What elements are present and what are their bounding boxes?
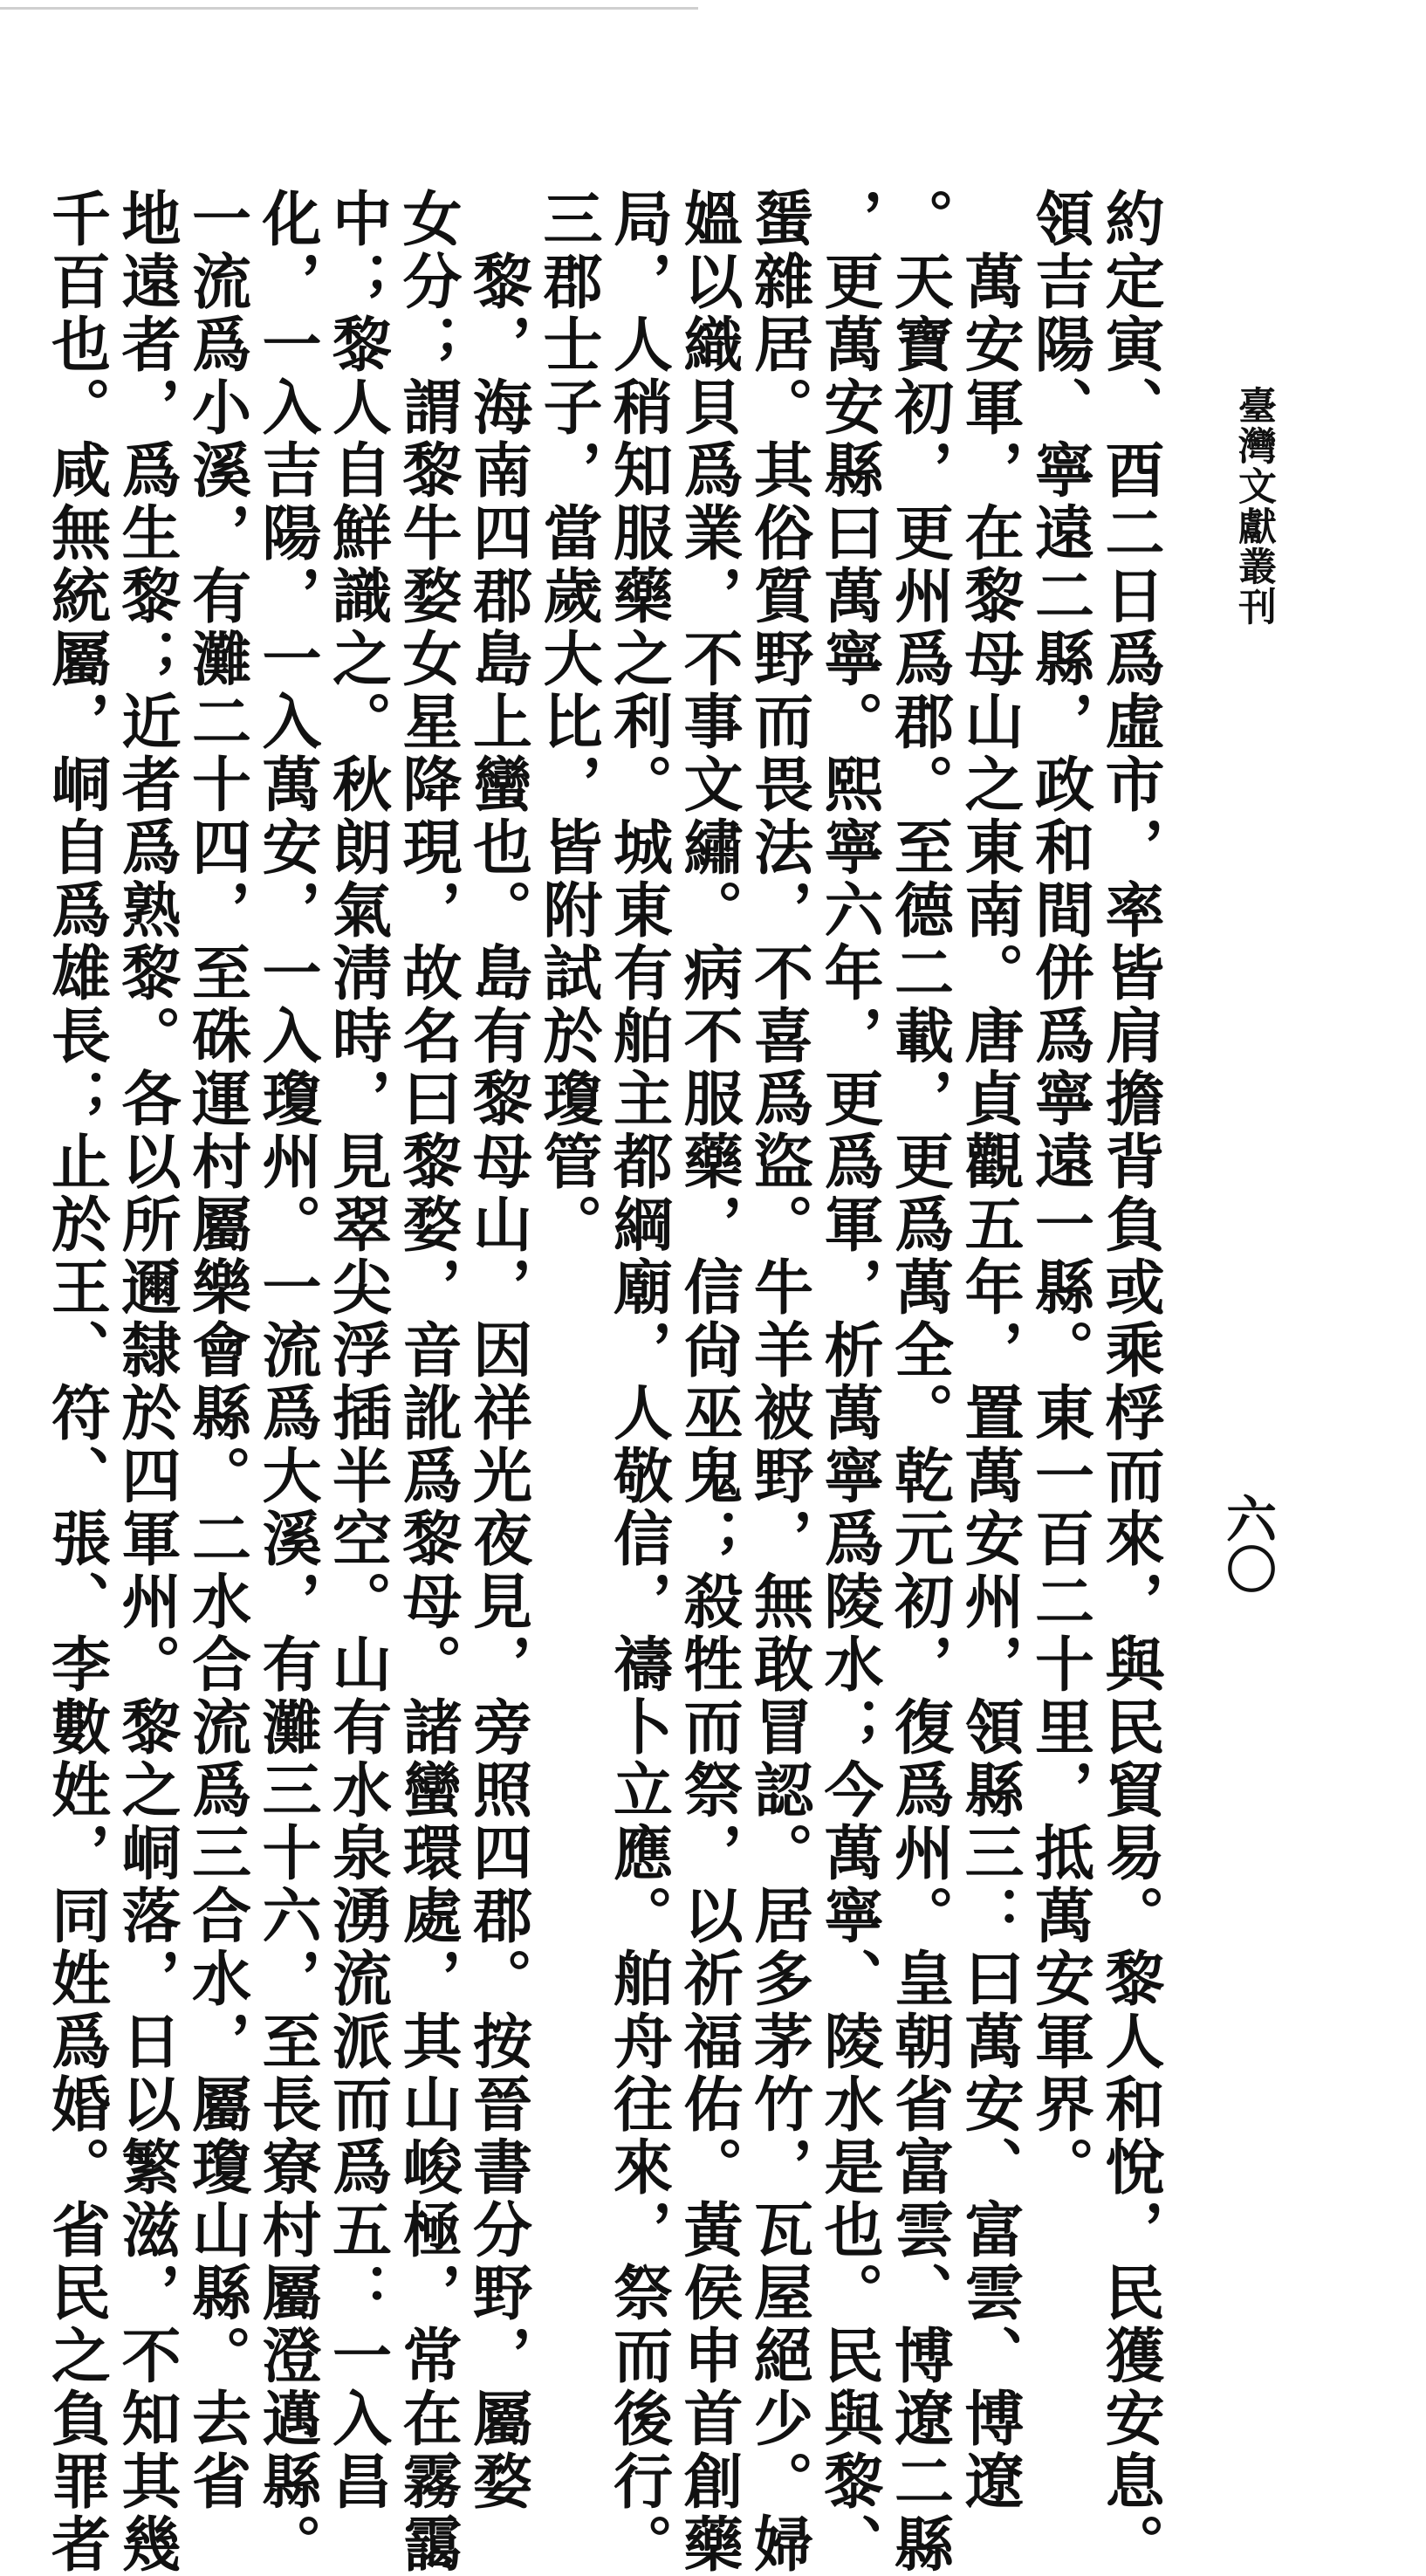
- text-column: 一流爲小溪，有灘二十四，至硃運村屬樂會縣。二水合流爲三合水，屬瓊山縣。去省: [182, 188, 252, 2513]
- text-column: 千百也。咸無統屬，峒自爲雄長；止於王、符、張、李數姓，同姓爲婚。省民之負罪者: [41, 188, 112, 2576]
- text-column: 女分；謂黎牛婺女星降現，故名曰黎婺，音訛爲黎母。諸蠻環處，其山峻極，常在霧靄: [393, 188, 463, 2576]
- text-column: 萬安軍，在黎母山之東南。唐貞觀五年，置萬安州，領縣三：曰萬安、富雲、博遼: [955, 188, 1025, 2513]
- page-number: 六〇: [1217, 1493, 1277, 1594]
- text-column: 中；黎人自鮮識之。秋朗氣淸時，見翠尖浮插半空。山有水泉湧流派而爲五：一入昌: [322, 188, 393, 2513]
- text-column: 三郡士子，當歲大比，皆附試於瓊管。: [533, 188, 603, 1256]
- running-title: 臺灣文獻叢刊: [1231, 386, 1276, 627]
- text-column: 局，人稍知服藥之利。城東有舶主都綱廟，人敬信，禱卜立應。舶舟往來，祭而後行。: [603, 188, 674, 2576]
- text-column: 黎，海南四郡島上蠻也。島有黎母山，因祥光夜見，旁照四郡。按晉書分野，屬婺: [463, 188, 533, 2513]
- text-column: 地遠者，爲生黎；近者爲熟黎。各以所邇隸於四軍州。黎之峒落，日以繁滋，不知其幾: [112, 188, 182, 2576]
- text-column: 媼以織貝爲業，不事文繡。病不服藥，信尙巫鬼；殺牲而祭，以祈福佑。黃侯申首創藥: [674, 188, 744, 2576]
- text-column: 化，一入吉陽，一入萬安，一入瓊州。一流爲大溪，有灘三十六，至長寮村屬澄邁縣。: [252, 188, 322, 2576]
- text-column: 。天寶初，更州爲郡。至德二載，更爲萬全。乾元初，復爲州。皇朝省富雲、博遼二縣: [884, 188, 955, 2576]
- text-column: ，更萬安縣曰萬寧。熙寧六年，更爲軍，析萬寧爲陵水；今萬寧、陵水是也。民與黎、: [814, 188, 884, 2576]
- text-column: 蜑雜居。其俗質野而畏法，不喜爲盜。牛羊被野，無敢冒認。居多茅竹，瓦屋絕少。婦: [744, 188, 814, 2576]
- text-column: 約定寅、酉二日爲虛市，率皆肩擔背負或乘桴而來，與民貿易。黎人和悅，民獲安息。: [1095, 188, 1165, 2576]
- body-text: [41, 188, 1165, 2576]
- scan-edge-line: [0, 7, 698, 10]
- text-column: 領吉陽、寧遠二縣，政和間併爲寧遠一縣。東一百二十里，抵萬安軍界。: [1025, 188, 1095, 2199]
